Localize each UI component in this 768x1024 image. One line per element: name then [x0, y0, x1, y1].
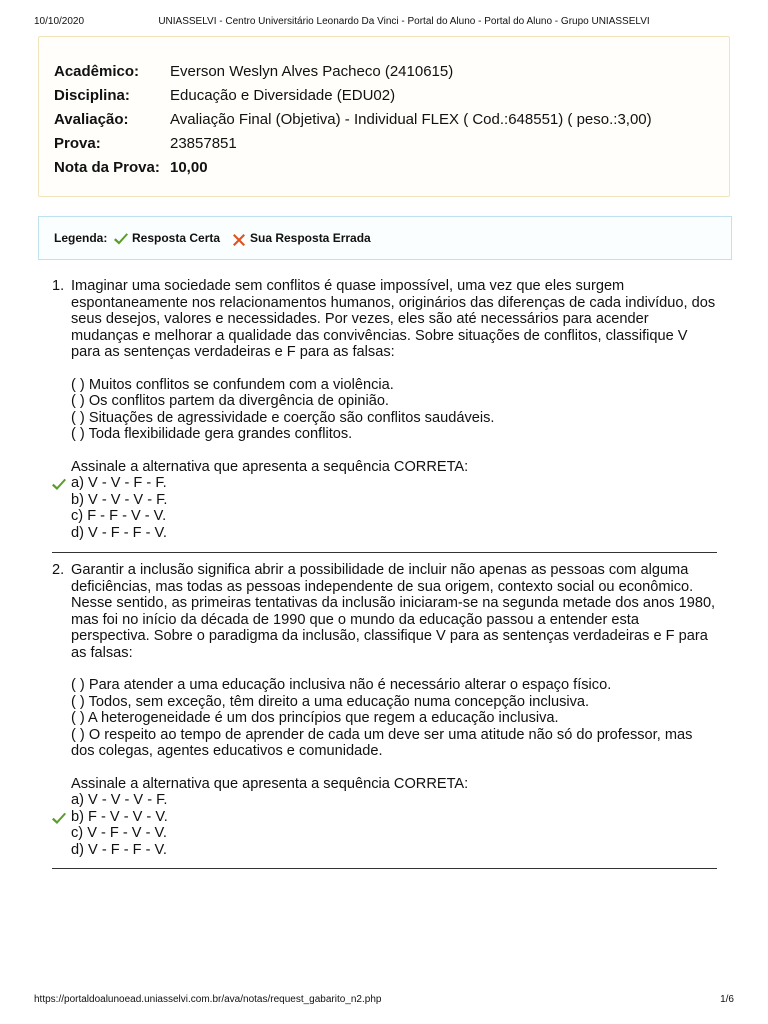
nota-value: 10,00 — [170, 159, 208, 176]
option-a: a) V - V - V - F. — [71, 792, 168, 808]
question-prompt: Assinale a alternativa que apresenta a sequência CORRETA: — [71, 775, 469, 792]
print-header — [34, 16, 734, 30]
academico-value: Everson Weslyn Alves Pacheco (2410615) — [170, 63, 454, 80]
page-url: https://portaldoalunoead.uniasselvi.com.br/ava/notas/request_gabarito_n2.php — [34, 994, 382, 1005]
disciplina-value: Educação e Diversidade (EDU02) — [170, 87, 396, 104]
statement-item: ( ) Toda flexibilidade gera grandes conflitos. — [71, 426, 353, 442]
option-c: c) V - F - V - V. — [71, 825, 167, 841]
statement-item: ( ) Para atender a uma educação inclusiva não é necessário alterar o espaço físico. — [71, 677, 612, 693]
statement-item: ( ) A heterogeneidade é um dos princípios que regem a educação inclusiva. — [71, 710, 559, 726]
print-title: UNIASSELVI - Centro Universitário Leonardo Da Vinci - Portal do Aluno - Portal do Aluno - Grupo UNIASSELVI — [158, 16, 650, 27]
statement-list — [71, 377, 717, 443]
avaliacao-label: Avaliação: — [54, 111, 129, 128]
statement-item: ( ) Situações de agressividade e coerção são conflitos saudáveis. — [71, 409, 495, 426]
legend-label: Legenda: — [54, 231, 108, 245]
nota-label: Nota da Prova: — [54, 159, 160, 176]
statement-item: ( ) Muitos conflitos se confundem com a violência. — [71, 376, 394, 393]
correct-answer-check-icon — [51, 812, 67, 825]
statement-item: ( ) Os conflitos partem da divergência de opinião. — [71, 393, 389, 409]
question-divider — [52, 552, 717, 553]
print-footer — [34, 994, 734, 1008]
option-b: b) V - V - V - F. — [71, 491, 168, 508]
option-list — [71, 475, 717, 541]
legend-correct-text: Resposta Certa — [132, 231, 221, 245]
question-number: 2. — [52, 562, 65, 578]
print-date: 10/10/2020 — [34, 16, 85, 27]
option-text: a) V - V - F - F. — [71, 475, 167, 491]
disciplina-label: Disciplina: — [54, 87, 130, 104]
prova-value: 23857851 — [170, 135, 237, 152]
academico-label: Acadêmico: — [54, 63, 140, 80]
statement-item: ( ) Todos, sem exceção, têm direito a uma educação numa concepção inclusiva. — [71, 693, 590, 710]
statement-list — [71, 677, 717, 760]
legend-wrong-text: Sua Resposta Errada — [250, 231, 371, 245]
question-text: Imaginar uma sociedade sem conflitos é quase impossível, uma vez que eles surgem espontaneamente nos relacionamentos humanos, originários das diferenças de cada indivíduo, dos seus desejos, valores e necessidades. Por vezes, eles são até necessários para acender mudanças e melhorar a qualidade das convivências. Sobre situações de conflitos, classifique V para as sentenças verdadeiras e F para as falsas: — [71, 278, 716, 360]
correct-answer-check-icon — [51, 478, 67, 491]
exam-info-panel — [38, 36, 730, 197]
question-text: Garantir a inclusão significa abrir a possibilidade de incluir não apenas as pessoas com alguma deficiências, mas todas as pessoas independente de sua origem, contexto social ou econômico. Nesse sentido, as primeiras tentativas da inclusão iniciaram-se na segunda metade dos anos 1980, mas foi no início da década de 1990 que o mundo da educação passou a entender esta perspectiva. Sobre o paradigma da inclusão, classifique V para as sentenças verdadeiras e F para as falsas: — [71, 562, 716, 661]
question-body — [71, 278, 717, 541]
option-c: c) F - F - V - V. — [71, 508, 167, 524]
option-d: d) V - F - F - V. — [71, 524, 167, 541]
cross-icon — [232, 233, 246, 247]
statement-item: ( ) O respeito ao tempo de aprender de cada um deve ser uma atitude não só do professor, mas dos colegas, agentes educativos e comunidade. — [71, 726, 693, 759]
question-prompt: Assinale a alternativa que apresenta a sequência CORRETA: — [71, 458, 469, 475]
option-list — [71, 792, 717, 858]
option-d: d) V - F - F - V. — [71, 841, 167, 858]
page-number: 1/6 — [720, 994, 734, 1005]
option-b — [71, 809, 717, 826]
question-number: 1. — [52, 278, 65, 294]
option-a — [71, 475, 717, 492]
prova-label: Prova: — [54, 135, 101, 152]
checkmark-icon — [113, 232, 129, 246]
question-body — [71, 562, 717, 858]
question-divider — [52, 868, 717, 869]
legend-panel — [38, 216, 732, 260]
avaliacao-value: Avaliação Final (Objetiva) - Individual FLEX ( Cod.:648551) ( peso.:3,00) — [170, 111, 652, 128]
option-text: b) F - V - V - V. — [71, 808, 168, 825]
